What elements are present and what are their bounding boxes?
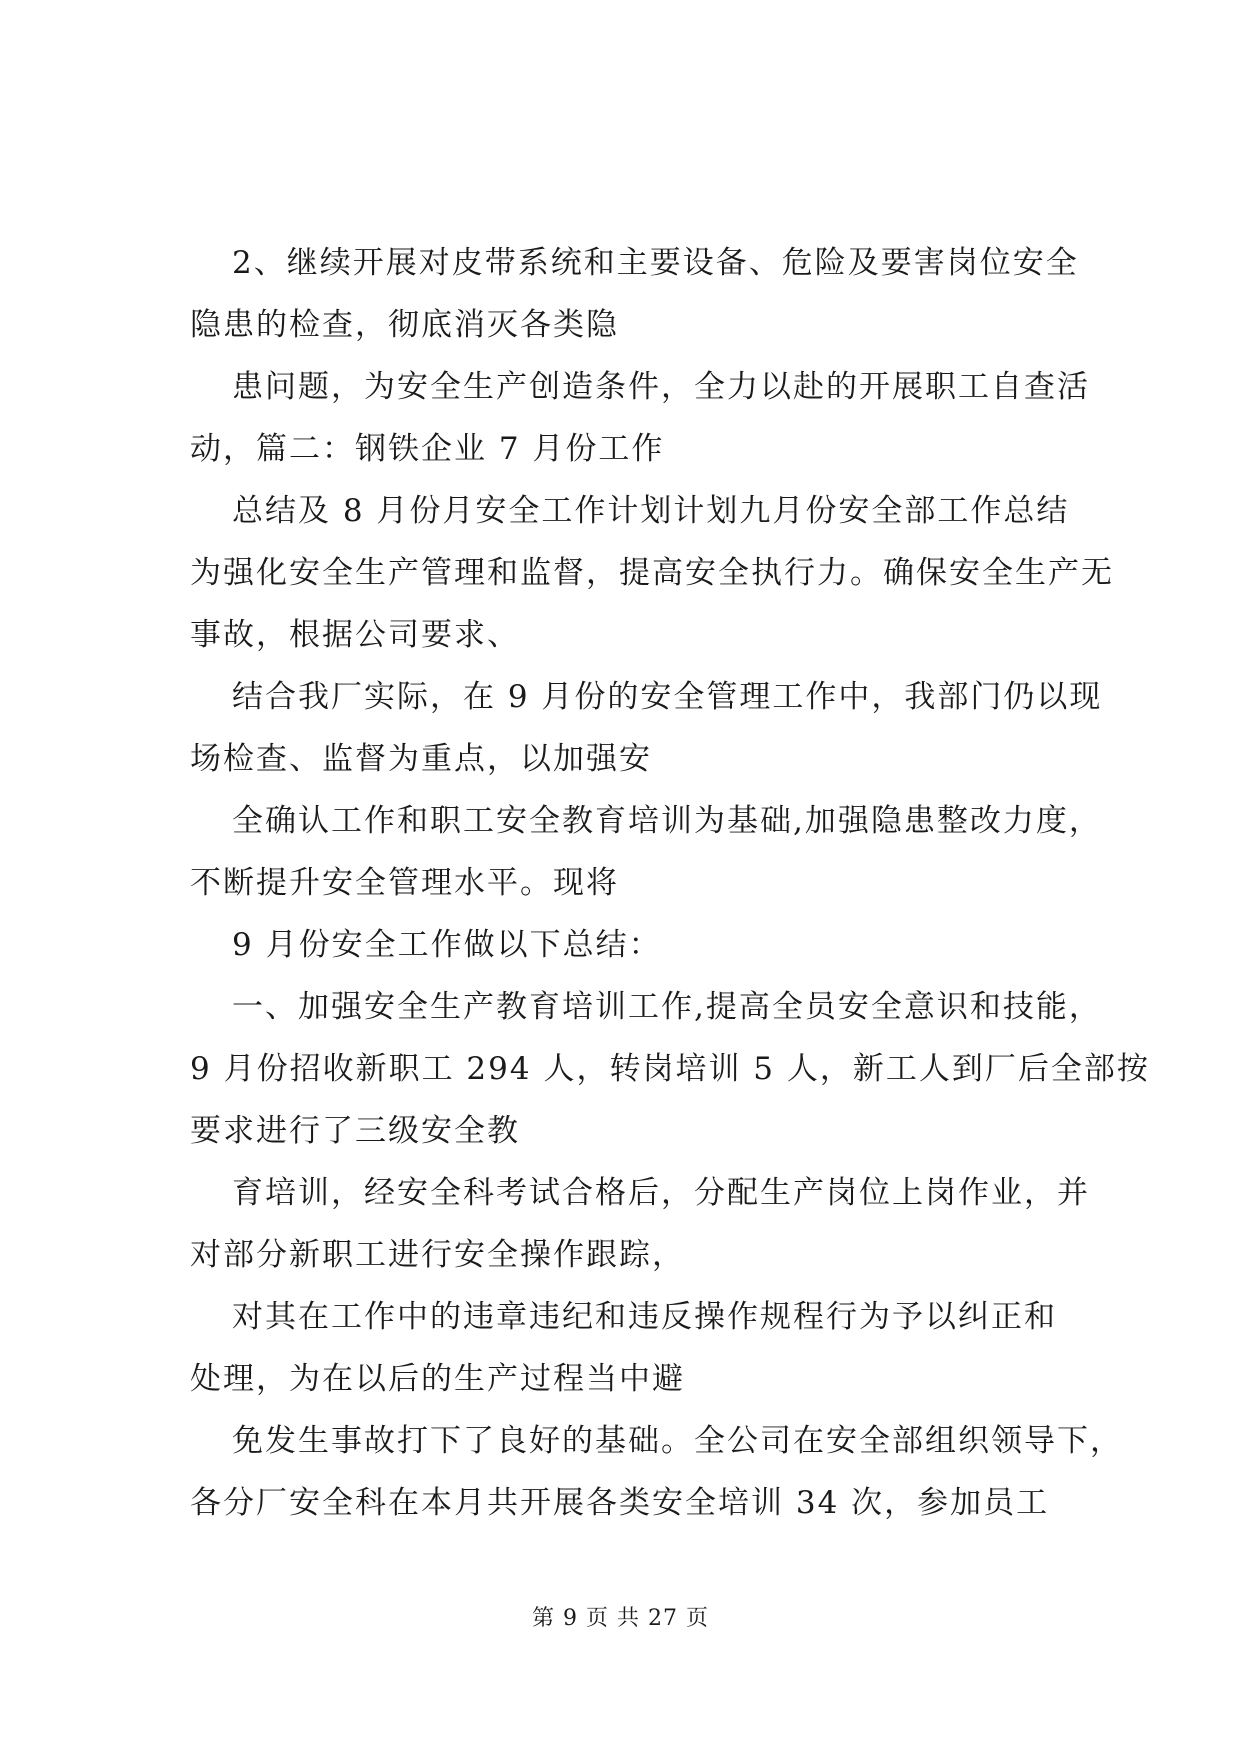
text-line: 2、继续开展对皮带系统和主要设备、危险及要害岗位安全: [232, 245, 1079, 281]
text-line: 对部分新职工进行安全操作跟踪，: [190, 1237, 685, 1273]
text-line: 隐患的检查，彻底消灭各类隐: [190, 307, 619, 343]
text-line: 不断提升安全管理水平。现将: [190, 865, 619, 901]
text-line: 处理，为在以后的生产过程当中避: [190, 1361, 685, 1397]
text-line: 各分厂安全科在本月共开展各类安全培训 34 次，参加员工: [190, 1485, 1050, 1521]
text-line: 结合我厂实际，在 9 月份的安全管理工作中，我部门仍以现: [232, 679, 1103, 715]
page-number-footer: 第 9 页 共 27 页: [532, 1606, 709, 1631]
text-line: 育培训，经安全科考试合格后，分配生产岗位上岗作业，并: [232, 1175, 1090, 1211]
text-line: 总结及 8 月份月安全工作计划计划九月份安全部工作总结: [232, 493, 1070, 529]
document-body: [190, 232, 1150, 1534]
text-line: 要求进行了三级安全教: [190, 1113, 520, 1149]
text-line: 事故，根据公司要求、: [190, 617, 520, 653]
text-line: 动，篇二：钢铁企业 7 月份工作: [190, 431, 665, 467]
text-line: 免发生事故打下了良好的基础。全公司在安全部组织领导下，: [232, 1423, 1123, 1459]
text-line: 对其在工作中的违章违纪和违反操作规程行为予以纠正和: [232, 1299, 1057, 1335]
text-line: 场检查、监督为重点，以加强安: [190, 741, 652, 777]
text-line: 全确认工作和职工安全教育培训为基础,加强隐患整改力度，: [232, 803, 1102, 839]
text-line: 患问题，为安全生产创造条件，全力以赴的开展职工自查活: [232, 369, 1090, 405]
text-line: 为强化安全生产管理和监督，提高安全执行力。确保安全生产无: [190, 555, 1114, 591]
text-line: 9 月份安全工作做以下总结：: [232, 927, 662, 963]
text-line: 9 月份招收新职工 294 人，转岗培训 5 人，新工人到厂后全部按: [190, 1051, 1150, 1087]
text-line: 一、加强安全生产教育培训工作,提高全员安全意识和技能，: [232, 989, 1102, 1025]
